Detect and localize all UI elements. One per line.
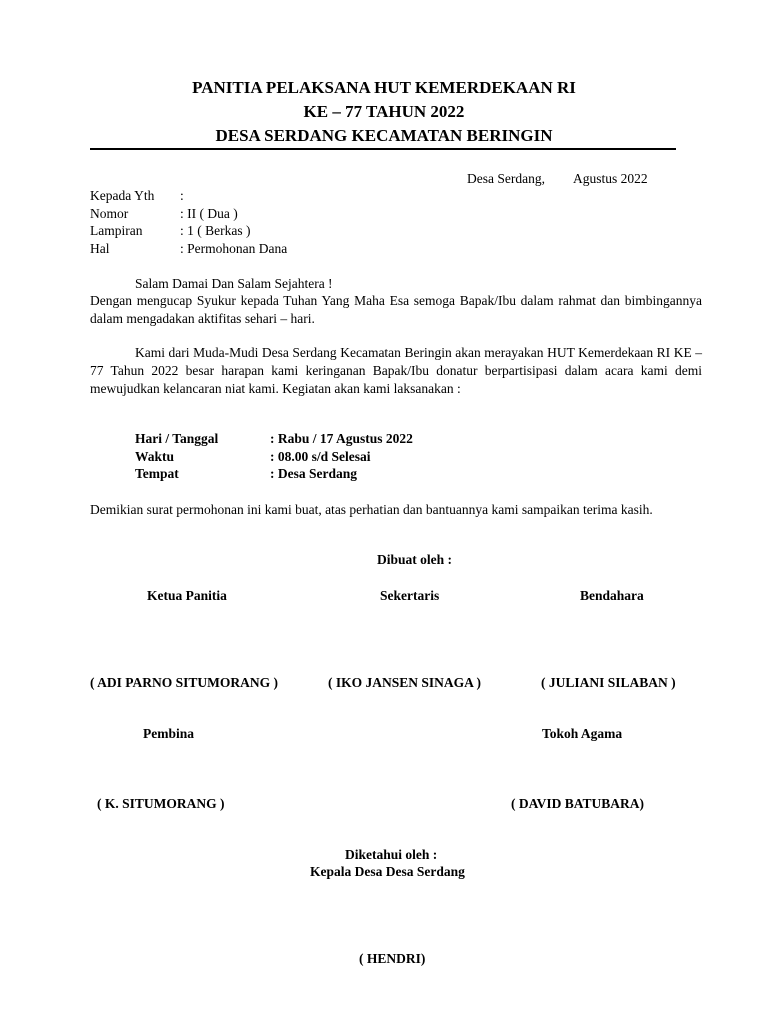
address-label-hal: Hal: [90, 241, 110, 256]
made-by-label: Dibuat oleh :: [377, 552, 453, 567]
header-line-2: KE – 77 TAHUN 2022: [303, 102, 465, 121]
bendahara-title: Bendahara: [580, 588, 644, 603]
address-label-nomor: Nomor: [90, 206, 129, 221]
header-divider: [90, 148, 676, 150]
event-label-place: Tempat: [135, 466, 179, 481]
address-label-lampiran: Lampiran: [90, 223, 143, 238]
closing-paragraph: Demikian surat permohonan ini kami buat, atas perhatian dan bantuannya kami sampaikan terima kasih.: [90, 502, 653, 517]
header-line-3: DESA SERDANG KECAMATAN BERINGIN: [215, 126, 553, 145]
event-value-place: : Desa Serdang: [270, 466, 357, 481]
address-value-nomor: : II ( Dua ): [180, 206, 238, 221]
ketua-name: ( ADI PARNO SITUMORANG ): [90, 675, 278, 690]
kades-name: ( HENDRI): [359, 951, 426, 966]
sekretaris-title: Sekertaris: [380, 588, 440, 603]
date-text: Agustus 2022: [573, 171, 648, 186]
pembina-title: Pembina: [143, 726, 195, 741]
tokoh-agama-title: Tokoh Agama: [542, 726, 623, 741]
known-by-label: Diketahui oleh :: [345, 847, 438, 862]
sekretaris-name: ( IKO JANSEN SINAGA ): [328, 675, 482, 690]
address-value-hal: : Permohonan Dana: [180, 241, 288, 256]
address-value-lampiran: : 1 ( Berkas ): [180, 223, 251, 238]
bendahara-name: ( JULIANI SILABAN ): [541, 675, 676, 690]
tokoh-agama-name: ( DAVID BATUBARA): [511, 796, 645, 811]
greeting: Salam Damai Dan Salam Sejahtera !: [135, 276, 333, 291]
place-text: Desa Serdang,: [467, 171, 545, 186]
event-value-time: : 08.00 s/d Selesai: [270, 449, 371, 464]
address-label-kepada: Kepada Yth: [90, 188, 155, 203]
kades-title: Kepala Desa Desa Serdang: [310, 864, 465, 879]
event-value-date: : Rabu / 17 Agustus 2022: [270, 431, 413, 446]
header-line-1: PANITIA PELAKSANA HUT KEMERDEKAAN RI: [192, 78, 576, 97]
pembina-name: ( K. SITUMORANG ): [97, 796, 225, 811]
ketua-title: Ketua Panitia: [147, 588, 227, 603]
address-value-kepada: :: [180, 188, 184, 203]
paragraph-2: Kami dari Muda-Mudi Desa Serdang Kecamatan Beringin akan merayakan HUT Kemerdekaan RI KE – 77 Tahun 2022 besar harapan kami keringanan Bapak/Ibu donatur berpartisipasi dalam acara kami demi mewujudkan kelancaran niat kami. Kegiatan akan kami laksanakan :: [90, 345, 702, 396]
event-label-date: Hari / Tanggal: [135, 431, 219, 446]
paragraph-1: Dengan mengucap Syukur kepada Tuhan Yang Maha Esa semoga Bapak/Ibu dalam rahmat dan bimbingannya dalam mengadakan aktifitas sehari – hari.: [90, 293, 702, 326]
event-label-time: Waktu: [135, 449, 175, 464]
